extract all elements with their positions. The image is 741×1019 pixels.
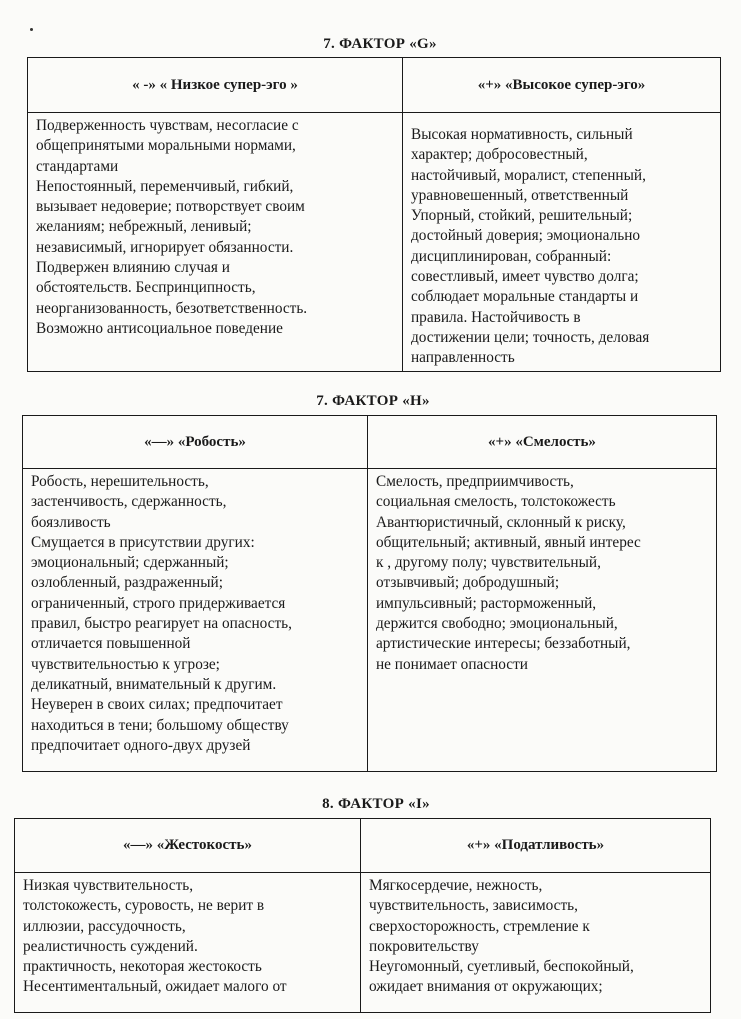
text-line: иллюзии, рассудочность,: [23, 917, 186, 935]
text-line: Робость, нерешительность,: [31, 473, 209, 490]
right-cell-h: [368, 469, 717, 772]
text-line: отличается повышенной: [31, 635, 191, 653]
text-line: Неуверен в своих силах; предпочитает: [31, 696, 283, 714]
text-line: соблюдает моральные стандарты и: [411, 288, 639, 306]
text-line: общительный; активный, явный интерес: [376, 533, 641, 551]
left-header-i: «—» «Жестокость»: [15, 819, 361, 873]
scan-speck: [30, 28, 33, 31]
text-line: эмоциональный; сдержанный;: [31, 554, 229, 572]
text-line: уравновешенный, ответственный: [411, 186, 629, 204]
text-line: независимый, игнорирует обязанности.: [36, 238, 294, 256]
text-line: ограниченный, строго придерживается: [31, 594, 286, 612]
text-line: Мягкосердечие, нежность,: [369, 877, 543, 894]
text-line: застенчивость, сдержанность,: [31, 493, 227, 511]
text-line: вызывает недоверие; потворствует своим: [36, 198, 305, 216]
text-line: артистические интересы; беззаботный,: [376, 635, 631, 653]
text-line: держится свободно; эмоциональный,: [376, 615, 618, 633]
right-cell-i: [361, 873, 711, 1013]
text-line: достойный доверия; эмоционально: [411, 227, 641, 245]
text-line: достижении цели; точность, деловая: [411, 328, 650, 346]
text-line: импульсивный; расторможенный,: [376, 594, 597, 612]
text-line: Высокая нормативность, сильный: [411, 126, 633, 143]
text-line: покровительству: [369, 937, 479, 955]
text-line: правил, быстро реагирует на опасность,: [31, 615, 292, 633]
text-line: Низкая чувствительность,: [23, 877, 194, 894]
text-line: толстокожесть, суровость, не верит в: [23, 897, 265, 915]
text-line: Подверженность чувствам, несогласие с: [36, 117, 299, 134]
factor-table-i: [14, 818, 711, 1013]
text-line: Упорный, стойкий, решительный;: [411, 207, 633, 225]
text-line: настойчивый, моралист, степенный,: [411, 166, 646, 184]
text-line: Смущается в присутствии других:: [31, 533, 255, 551]
left-header-g: « -» « Низкое супер-эго »: [28, 58, 403, 113]
text-line: стандартами: [36, 157, 119, 175]
text-line: Авантюристичный, склонный к риску,: [376, 513, 626, 531]
text-line: правила. Настойчивость в: [411, 308, 581, 326]
right-header-g: «+» «Высокое супер-эго»: [403, 58, 721, 113]
text-line: к , другому полу; чувствительный,: [376, 554, 601, 572]
text-line: обстоятельств. Беспринципность,: [36, 279, 256, 297]
text-line: практичность, некоторая жестокость: [23, 958, 262, 976]
text-line: дисциплинирован, собранный:: [411, 247, 612, 265]
right-cell-g: [403, 113, 721, 372]
text-line: Неугомонный, суетливый, беспокойный,: [369, 958, 634, 976]
text-line: неорганизованность, безответственность.: [36, 299, 308, 317]
text-line: деликатный, внимательный к другим.: [31, 675, 277, 693]
left-cell-h: [23, 469, 368, 772]
section-title-h: 7. ФАКТОР «H»: [316, 393, 430, 409]
text-line: предпочитает одного-двух друзей: [31, 736, 251, 754]
text-line: Смелость, предприимчивость,: [376, 473, 574, 490]
text-line: чувствительностью к угрозе;: [31, 655, 220, 673]
left-header-h: «—» «Робость»: [23, 416, 368, 469]
left-cell-g: [28, 113, 403, 372]
text-line: направленность: [411, 349, 515, 367]
text-line: отзывчивый; добродушный;: [376, 574, 560, 592]
text-line: сверхосторожность, стремление к: [369, 917, 590, 935]
text-line: озлобленный, раздраженный;: [31, 574, 223, 592]
text-line: Подвержен влиянию случая и: [36, 259, 230, 277]
factor-table-g: [27, 57, 721, 372]
factor-table-h: [22, 415, 717, 772]
text-line: Несентиментальный, ожидает малого от: [23, 978, 287, 996]
text-line: не понимает опасности: [376, 655, 528, 673]
section-title-g: 7. ФАКТОР «G»: [323, 36, 437, 52]
text-line: общепринятыми моральными нормами,: [36, 137, 296, 155]
text-line: Возможно антисоциальное поведение: [36, 319, 283, 337]
text-line: Непостоянный, переменчивый, гибкий,: [36, 177, 294, 195]
right-header-i: «+» «Податливость»: [361, 819, 711, 873]
text-line: реалистичность суждений.: [23, 937, 198, 955]
section-title-i: 8. ФАКТОР «I»: [322, 796, 430, 812]
text-line: совестливый, имеет чувство долга;: [411, 268, 639, 286]
text-line: социальная смелость, толстокожесть: [376, 493, 616, 511]
text-line: характер; добросовестный,: [411, 146, 588, 164]
text-line: желаниям; небрежный, ленивый;: [36, 218, 252, 236]
text-line: чувствительность, зависимость,: [369, 897, 578, 915]
text-line: боязливость: [31, 513, 111, 531]
text-line: находиться в тени; большому обществу: [31, 716, 289, 734]
right-header-h: «+» «Смелость»: [368, 416, 717, 469]
text-line: ожидает внимания от окружающих;: [369, 978, 603, 996]
left-cell-i: [15, 873, 361, 1013]
